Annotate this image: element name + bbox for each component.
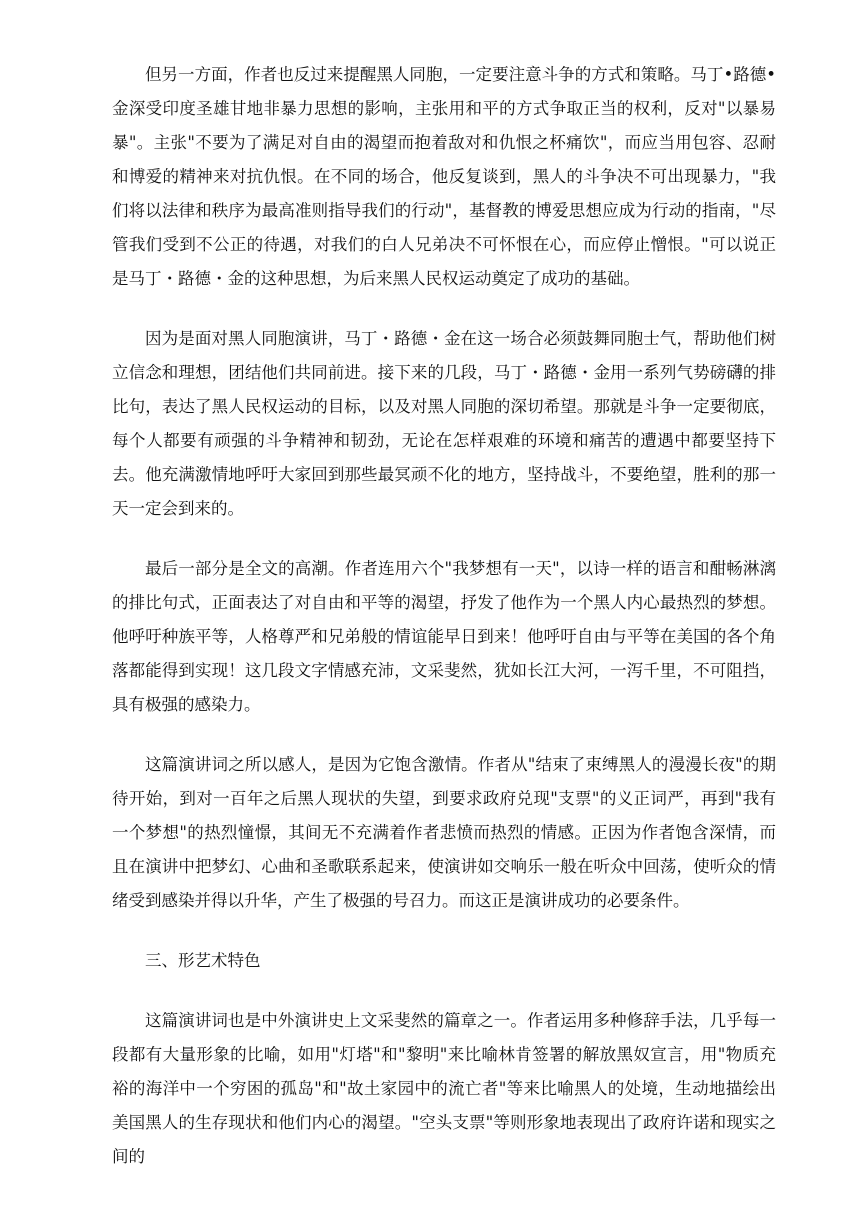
paragraph-passion: 这篇演讲词之所以感人，是因为它饱含激情。作者从"结束了束缚黑人的漫漫长夜"的期待开始，到对一百年之后黑人现状的失望，到要求政府兑现"支票"的义正词严，再到"我有一个梦想"的热烈憧憬，其间无不充满着作者悲愤而热烈的情感。正因为作者饱含深情，而且在演讲中把梦幻、心曲和圣歌联系起来，使演讲如交响乐一般在听众中回荡，使听众的情绪受到感染并得以升华，产生了极强的号召力。而这正是演讲成功的必要条件。 [112, 755, 776, 910]
section-heading: 三、形艺术特色 [145, 951, 261, 970]
paragraph-encouragement: 因为是面对黑人同胞演讲，马丁・路德・金在这一场合必须鼓舞同胞士气，帮助他们树立信念和理想，团结他们共同前进。接下来的几段，马丁・路德・金用一系列气势磅礴的排比句，表达了黑人民权运动的目标，以及对黑人同胞的深切希望。那就是斗争一定要彻底，每个人都要有顽强的斗争精神和韧劲，无论在怎样艰难的环境和痛苦的遭遇中都要坚持下去。他充满激情地呼吁大家回到那些最冥顽不化的地方，坚持战斗，不要绝望，胜利的那一天一定会到来的。 [112, 329, 776, 518]
paragraph-climax: 最后一部分是全文的高潮。作者连用六个"我梦想有一天"，以诗一样的语言和酣畅淋漓的排比句式，正面表达了对自由和平等的渴望，抒发了他作为一个黑人内心最热烈的梦想。他呼吁种族平等，人格尊严和兄弟般的情谊能早日到来！他呼吁自由与平等在美国的各个角落都能得到实现！这几段文字情感充沛，文采斐然，犹如长江大河，一泻千里，不可阻挡，具有极强的感染力。 [112, 559, 776, 714]
document-page [112, 58, 776, 1200]
paragraph-artistry: 这篇演讲词也是中外演讲史上文采斐然的篇章之一。作者运用多种修辞手法，几乎每一段都有大量形象的比喻，如用"灯塔"和"黎明"来比喻林肯签署的解放黑奴宣言，用"物质充裕的海洋中一个穷困的孤岛"和"故土家园中的流亡者"等来比喻黑人的处境，生动地描绘出美国黑人的生存现状和他们内心的渴望。"空头支票"等则形象地表现出了政府许诺和现实之间的 [112, 1011, 776, 1166]
paragraph-nonviolence: 但另一方面，作者也反过来提醒黑人同胞，一定要注意斗争的方式和策略。马丁•路德•金深受印度圣雄甘地非暴力思想的影响，主张用和平的方式争取正当的权利，反对"以暴易暴"。主张"不要为了满足对自由的渴望而抱着敌对和仇恨之杯痛饮"，而应当用包容、忍耐和博爱的精神来对抗仇恨。在不同的场合，他反复谈到，黑人的斗争决不可出现暴力，"我们将以法律和秩序为最高准则指导我们的行动"，基督教的博爱思想应成为行动的指南，"尽管我们受到不公正的待遇，对我们的白人兄弟决不可怀恨在心，而应停止憎恨。"可以说正是马丁・路德・金的这种思想，为后来黑人民权运动奠定了成功的基础。 [112, 65, 776, 288]
